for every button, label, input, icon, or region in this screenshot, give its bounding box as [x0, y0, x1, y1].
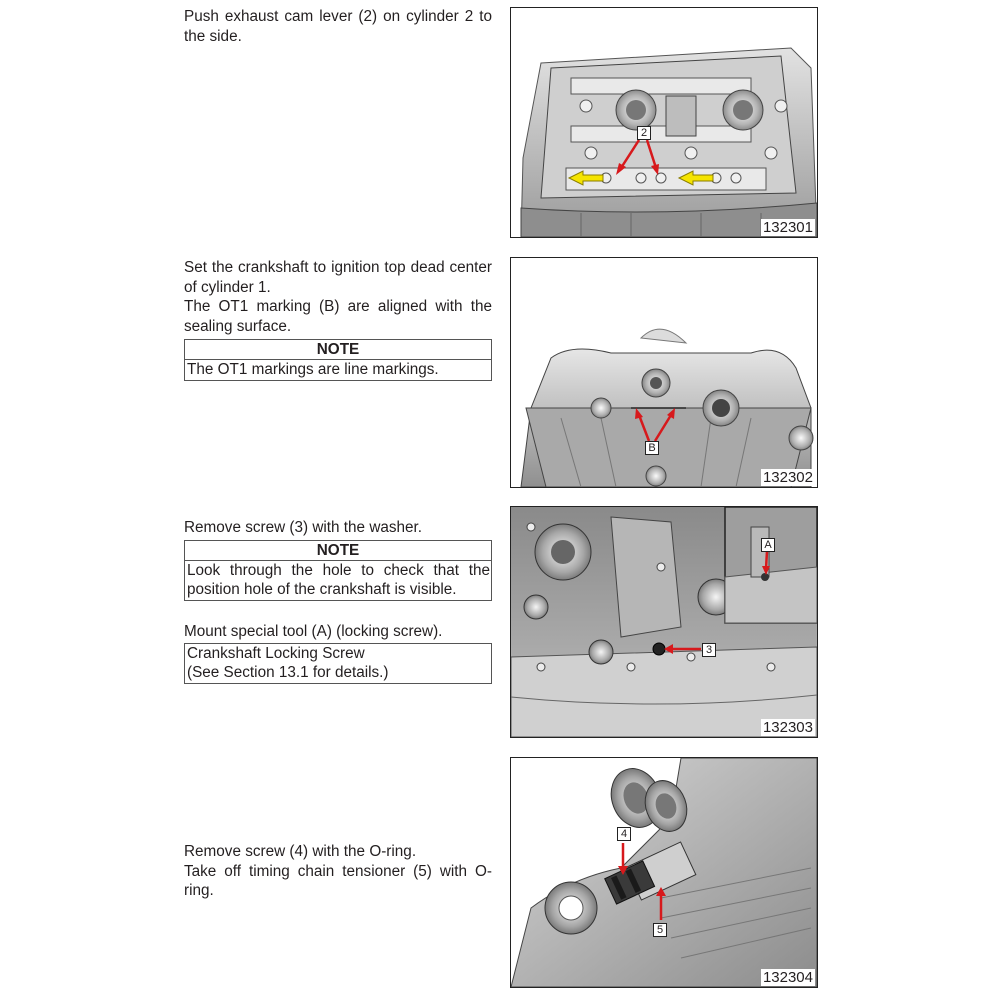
note-title: NOTE	[185, 541, 491, 561]
note-text: The OT1 markings are line markings.	[187, 361, 439, 378]
cylinder-head-illustration	[511, 8, 817, 237]
figure-132301	[510, 7, 818, 238]
note-text: Look through the hole to check that the position hole of the crankshaft is visible.	[187, 562, 490, 598]
step-2-text	[184, 258, 492, 336]
callout-4: 4	[617, 827, 631, 841]
callout-3: 3	[702, 643, 716, 657]
figure-number: 132302	[762, 469, 813, 486]
timing-cover-illustration	[511, 258, 817, 487]
note-box	[184, 339, 492, 381]
callout-2: 2	[637, 126, 651, 140]
step-4-detail: Take off timing chain tensioner (5) with O-ring.	[184, 862, 492, 899]
figure-number: 132303	[762, 719, 813, 736]
step-2-instruction: Set the crankshaft to ignition top dead center of cylinder 1.	[184, 259, 492, 296]
step-2-detail: The OT1 marking (B) are aligned with the sealing surface.	[184, 298, 492, 335]
callout-5: 5	[653, 923, 667, 937]
callout-b: B	[645, 441, 659, 455]
figure-132302	[510, 257, 818, 488]
figure-number: 132304	[762, 969, 813, 986]
tool-name: Crankshaft Locking Screw	[187, 645, 365, 662]
tool-reference: (See Section 13.1 for details.)	[187, 664, 389, 681]
note-title: NOTE	[185, 340, 491, 360]
step-1-instruction: Push exhaust cam lever (2) on cylinder 2 to the side.	[184, 8, 492, 45]
special-tool-box	[184, 643, 492, 684]
chain-tensioner-illustration	[511, 758, 817, 987]
step-4-instruction: Remove screw (4) with the O-ring.	[184, 843, 417, 860]
note-box	[184, 540, 492, 601]
step-3-tool-instruction: Mount special tool (A) (locking screw).	[184, 623, 443, 640]
callout-a: A	[761, 538, 775, 552]
step-3-tool-text	[184, 622, 492, 642]
step-3-instruction: Remove screw (3) with the washer.	[184, 519, 423, 536]
step-4-text	[184, 842, 492, 901]
step-1-text	[184, 7, 492, 46]
figure-132303	[510, 506, 818, 738]
step-3-text	[184, 518, 492, 538]
figure-number: 132301	[762, 219, 813, 236]
figure-132304	[510, 757, 818, 988]
